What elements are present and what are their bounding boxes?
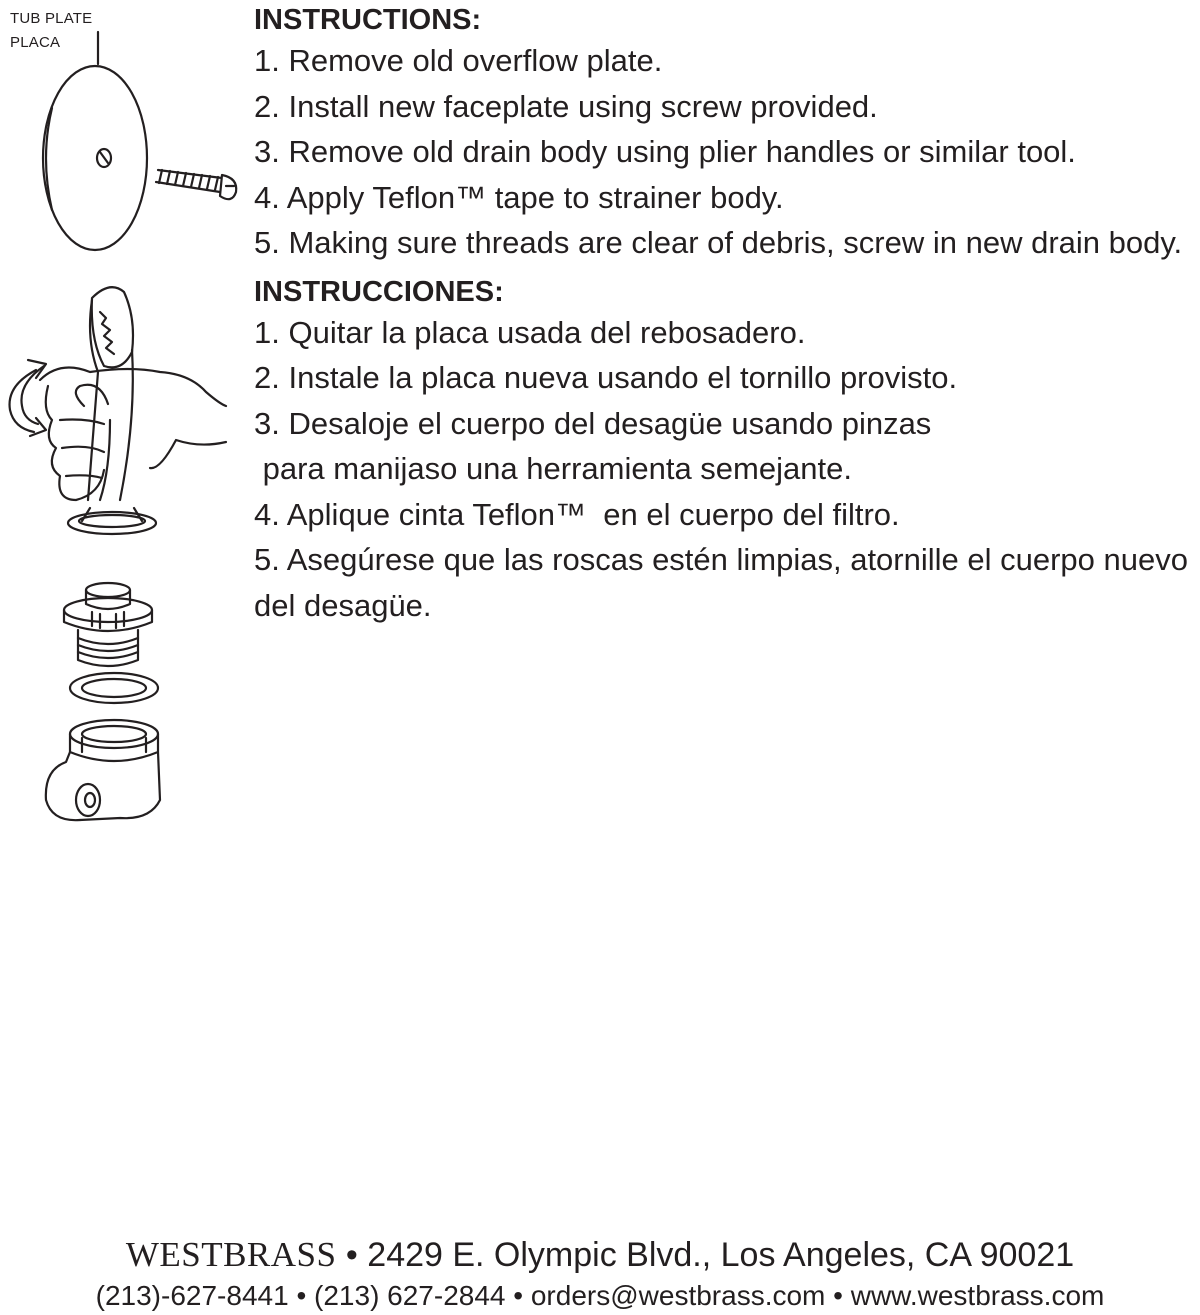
footer-address: • 2429 E. Olympic Blvd., Los Angeles, CA 90021	[336, 1236, 1075, 1274]
screw-icon	[156, 170, 236, 199]
drain-shoe-icon	[46, 720, 160, 820]
instruction-step: 1. Remove old overflow plate.	[254, 43, 663, 78]
instruction-step: 3. Remove old drain body using plier handles or similar tool.	[254, 134, 1076, 169]
footer-contact-line: (213)-627-8441 • (213) 627-2844 • orders@westbrass.com • www.westbrass.com	[95, 1280, 1105, 1311]
washer-icon	[70, 673, 158, 703]
footer-address-line	[0, 1233, 1200, 1277]
drain-opening-icon	[68, 508, 156, 534]
brand-name: WESTBRASS	[125, 1235, 337, 1274]
rotation-arrow-icon	[10, 360, 46, 436]
instructions-panel	[254, 2, 1200, 628]
instruction-step: 4. Apply Teflon™ tape to strainer body.	[254, 179, 784, 215]
instruccion-step: 1. Quitar la placa usada del rebosadero.	[254, 314, 806, 350]
drain-diagram	[0, 0, 250, 840]
tub-plate-label: TUB PLATE	[10, 10, 93, 27]
instruccion-step: 3. Desaloje el cuerpo del desagüe usando pinzas	[254, 405, 932, 441]
installation-illustration	[0, 0, 250, 840]
instructions-heading: INSTRUCTIONS:	[254, 4, 482, 36]
instrucciones-heading: INSTRUCCIONES:	[254, 275, 504, 308]
instruction-step: 2. Install new faceplate using screw provided.	[254, 88, 878, 124]
instruccion-step: 5. Asegúrese que las roscas estén limpias, atornille el cuerpo nuevo del desagüe.	[254, 542, 1188, 623]
pliers-icon	[88, 287, 133, 500]
strainer-body-icon	[64, 583, 152, 666]
instruccion-step: 2. Instale la placa nueva usando el tornillo provisto.	[254, 360, 958, 395]
instruction-step: 5. Making sure threads are clear of debris, screw in new drain body.	[254, 225, 1183, 260]
instruccion-step: 4. Aplique cinta Teflon™ en el cuerpo del filtro.	[254, 496, 900, 532]
tub-plate-icon	[43, 66, 147, 250]
instruccion-step: para manijaso una herramienta semejante.	[254, 451, 852, 486]
placa-label: PLACA	[10, 34, 61, 51]
